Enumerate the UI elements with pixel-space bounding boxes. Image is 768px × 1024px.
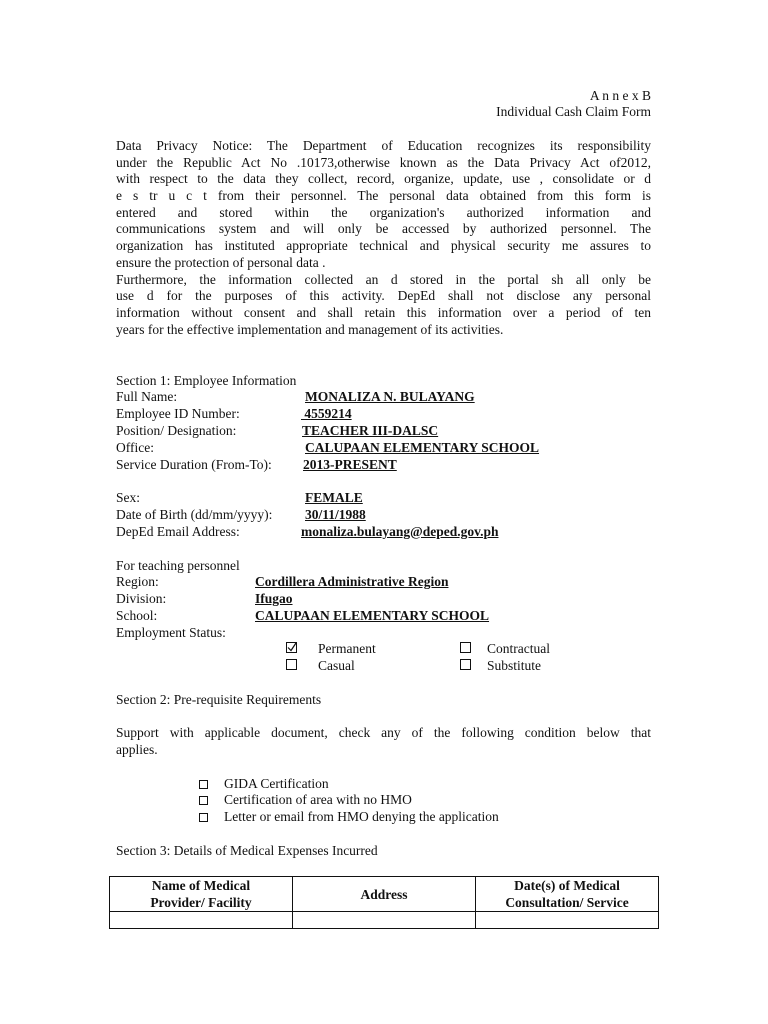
substitute-checkbox[interactable] — [460, 659, 471, 670]
column-header-line: Date(s) of Medical — [514, 878, 620, 893]
check-mark-icon — [286, 642, 297, 653]
contractual-label: Contractual — [487, 641, 550, 656]
table-header-row — [110, 877, 659, 912]
region-label: Region: — [116, 574, 159, 589]
section2-instruction: Support with applicable document, check any of the following condition below that — [116, 725, 651, 740]
form-title: Individual Cash Claim Form — [496, 104, 651, 119]
column-header-provider — [110, 877, 293, 912]
privacy-further-line: Furthermore, the information collected an d stored in the portal sh all only be — [116, 272, 651, 287]
no-hmo-certification-label: Certification of area with no HMO — [224, 792, 412, 807]
hmo-denial-letter-checkbox[interactable] — [199, 813, 208, 822]
employee-id-value: 4559214 — [301, 406, 352, 421]
privacy-line: e s tr u c t from their personnel. The personal data obtained from this form is — [116, 188, 651, 203]
region-value: Cordillera Administrative Region — [255, 574, 449, 589]
casual-label: Casual — [318, 658, 355, 673]
sex-value: FEMALE — [305, 490, 363, 505]
medical-expenses-table — [109, 876, 659, 929]
teaching-heading: For teaching personnel — [116, 558, 240, 573]
gida-certification-checkbox[interactable] — [199, 780, 208, 789]
privacy-line: entered and stored within the organization's authorized information and — [116, 205, 651, 220]
division-value: Ifugao — [255, 591, 293, 606]
privacy-line: with respect to the data they collect, record, organize, update, use , consolidate or d — [116, 171, 651, 186]
table-row — [110, 912, 659, 929]
section2-heading: Section 2: Pre-requisite Requirements — [116, 692, 322, 707]
hmo-denial-letter-label: Letter or email from HMO denying the application — [224, 809, 499, 824]
column-header-line: Name of Medical — [151, 878, 251, 893]
column-header-line: Provider/ Facility — [150, 895, 252, 910]
column-header-address — [293, 877, 476, 912]
school-value: CALUPAAN ELEMENTARY SCHOOL — [255, 608, 490, 623]
employee-id-label: Employee ID Number: — [116, 406, 240, 421]
service-duration-value: 2013-PRESENT — [303, 457, 397, 472]
table-cell-dates[interactable] — [476, 912, 659, 929]
column-header-dates — [476, 877, 659, 912]
privacy-further-line: use d for the purposes of this activity. DepEd shall not disclose any personal — [116, 288, 651, 303]
school-label: School: — [116, 608, 158, 623]
dob-value: 30/11/1988 — [305, 507, 366, 522]
full-name-label: Full Name: — [116, 389, 178, 404]
table-cell-address[interactable] — [293, 912, 476, 929]
sex-label: Sex: — [116, 490, 141, 505]
service-duration-label: Service Duration (From-To): — [116, 457, 272, 472]
column-header-line: Address — [360, 886, 408, 902]
email-value: monaliza.bulayang@deped.gov.ph — [301, 524, 499, 539]
column-header-line: Consultation/ Service — [505, 895, 629, 910]
contractual-checkbox[interactable] — [460, 642, 471, 653]
privacy-further-line: information without consent and shall retain this information over a period of ten — [116, 305, 651, 320]
permanent-label: Permanent — [318, 641, 376, 656]
office-label: Office: — [116, 440, 154, 455]
dob-label: Date of Birth (dd/mm/yyyy): — [116, 507, 273, 522]
division-label: Division: — [116, 591, 167, 606]
privacy-line: Data Privacy Notice: The Department of Education recognizes its responsibility — [116, 138, 651, 153]
position-value: TEACHER III-DALSC — [302, 423, 439, 438]
casual-checkbox[interactable] — [286, 659, 297, 670]
section1-heading: Section 1: Employee Information — [116, 373, 297, 388]
position-label: Position/ Designation: — [116, 423, 237, 438]
permanent-checkbox[interactable] — [286, 642, 297, 653]
office-value: CALUPAAN ELEMENTARY SCHOOL — [305, 440, 540, 455]
gida-certification-label: GIDA Certification — [224, 776, 329, 791]
substitute-label: Substitute — [487, 658, 542, 673]
email-label: DepEd Email Address: — [116, 524, 240, 539]
privacy-further-line: years for the effective implementation and management of its activities. — [116, 322, 504, 337]
privacy-line: under the Republic Act No .10173,otherwise known as the Data Privacy Act of2012, — [116, 155, 651, 170]
section2-instruction-continued: applies. — [116, 742, 158, 757]
employment-status-label: Employment Status: — [116, 625, 226, 640]
annex-label: A n n e x B — [589, 88, 651, 103]
no-hmo-certification-checkbox[interactable] — [199, 796, 208, 805]
section3-heading: Section 3: Details of Medical Expenses Incurred — [116, 843, 378, 858]
table-cell-provider[interactable] — [110, 912, 293, 929]
privacy-line: ensure the protection of personal data . — [116, 255, 326, 270]
full-name-value: MONALIZA N. BULAYANG — [305, 389, 475, 404]
privacy-line: communications system and will only be accessed by authorized personnel. The — [116, 221, 651, 236]
privacy-line: organization has instituted appropriate technical and physical security me assures to — [116, 238, 651, 253]
